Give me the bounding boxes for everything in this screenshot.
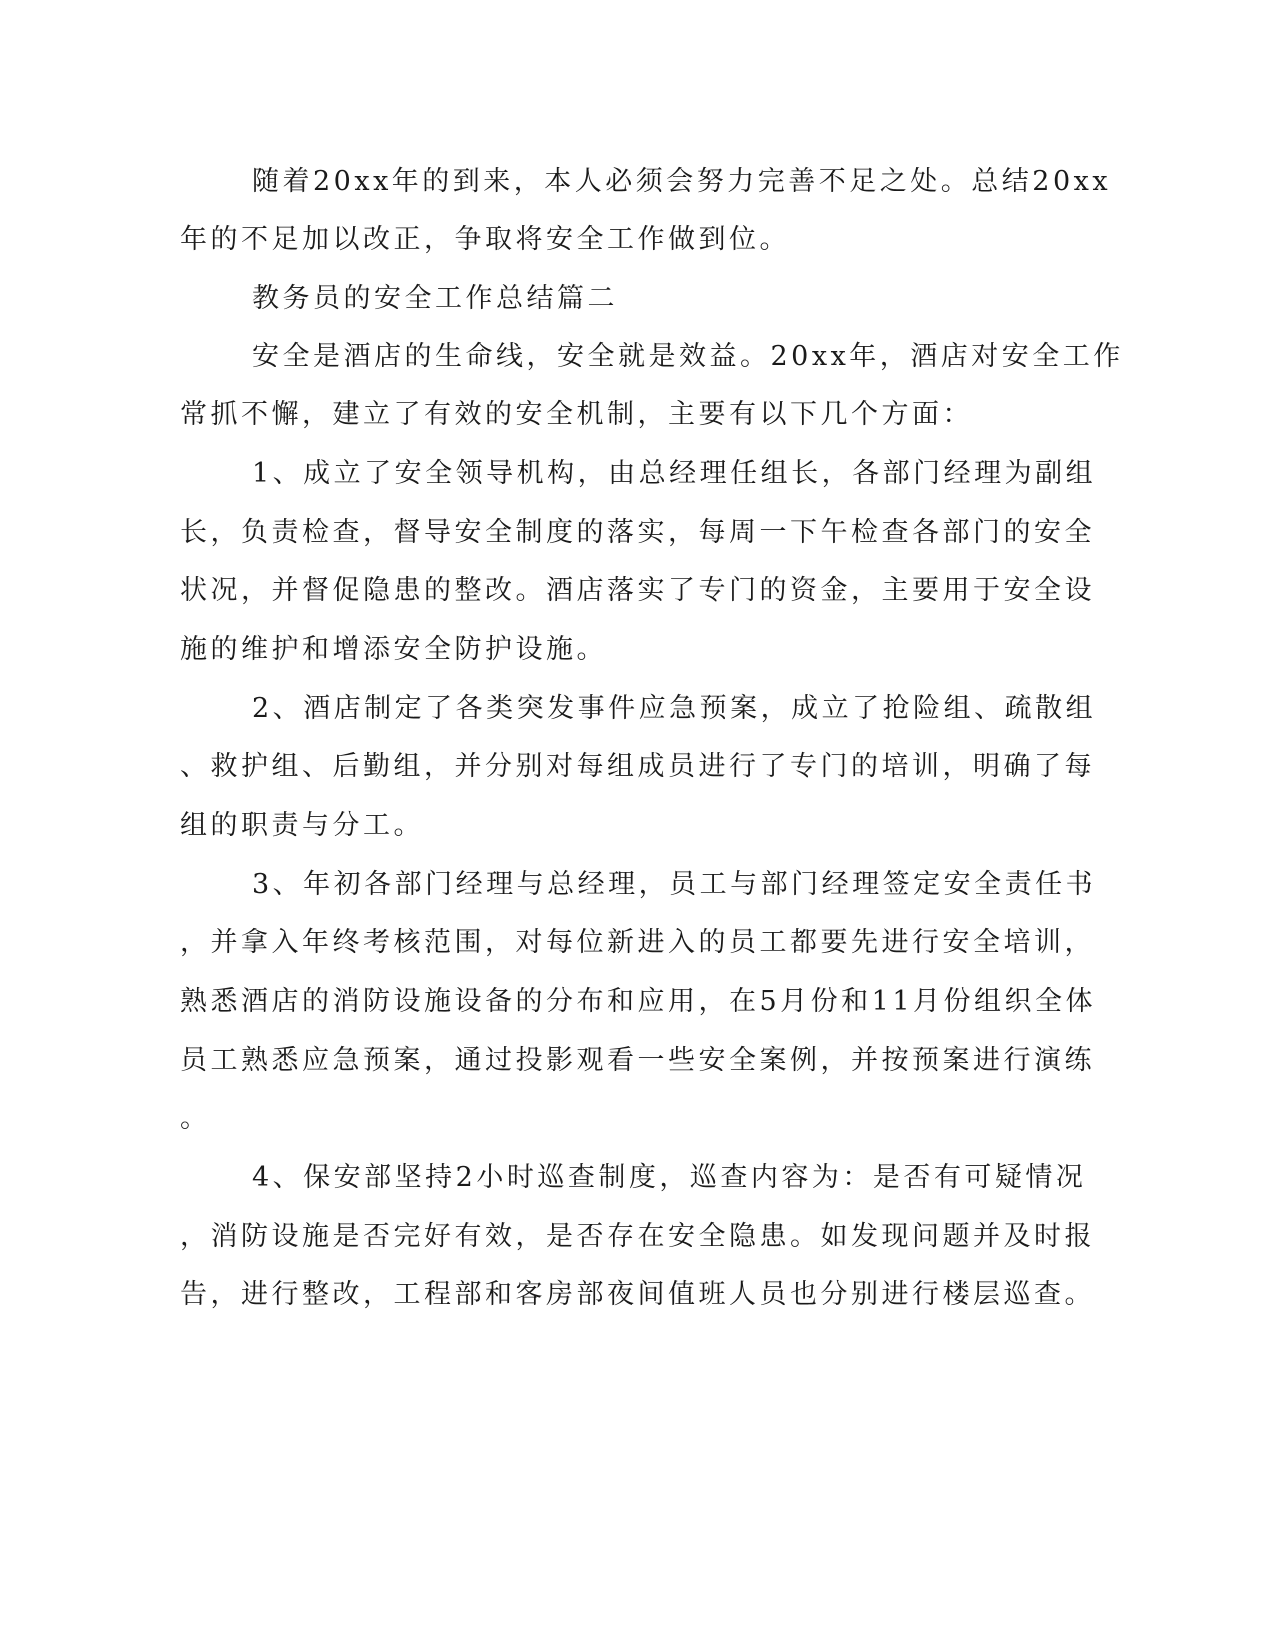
text-line: 2、酒店制定了各类突发事件应急预案，成立了抢险组、疏散组 xyxy=(252,693,1097,724)
text-line: 3、年初各部门经理与总经理，员工与部门经理签定安全责任书 xyxy=(252,869,1097,900)
text-line: 1、成立了安全领导机构，由总经理任组长，各部门经理为副组 xyxy=(252,458,1097,489)
section-heading: 教务员的安全工作总结篇二 xyxy=(252,283,618,314)
text-line: 告，进行整改，工程部和客房部夜间值班人员也分别进行楼层巡查。 xyxy=(180,1279,1095,1310)
text-line: 随着20xx年的到来，本人必须会努力完善不足之处。总结20xx xyxy=(252,166,1112,197)
text-line: 状况，并督促隐患的整改。酒店落实了专门的资金，主要用于安全设 xyxy=(180,575,1095,606)
text-line: 常抓不懈，建立了有效的安全机制，主要有以下几个方面： xyxy=(180,399,973,430)
text-line: 安全是酒店的生命线，安全就是效益。20xx年，酒店对安全工作 xyxy=(252,341,1124,372)
text-line: 。 xyxy=(180,1103,211,1134)
text-line: 组的职责与分工。 xyxy=(180,810,424,841)
text-line: 员工熟悉应急预案，通过投影观看一些安全案例，并按预案进行演练 xyxy=(180,1045,1095,1076)
text-line: ，消防设施是否完好有效，是否存在安全隐患。如发现问题并及时报 xyxy=(180,1221,1095,1252)
text-line: 4、保安部坚持2小时巡查制度，巡查内容为：是否有可疑情况 xyxy=(252,1162,1087,1193)
text-line: 、救护组、后勤组，并分别对每组成员进行了专门的培训，明确了每 xyxy=(180,751,1095,782)
text-line: ，并拿入年终考核范围，对每位新进入的员工都要先进行安全培训， xyxy=(180,927,1095,958)
text-line: 施的维护和增添安全防护设施。 xyxy=(180,634,607,665)
text-line: 年的不足加以改正，争取将安全工作做到位。 xyxy=(180,224,790,255)
text-line: 长，负责检查，督导安全制度的落实，每周一下午检查各部门的安全 xyxy=(180,517,1095,548)
text-line: 熟悉酒店的消防设施设备的分布和应用，在5月份和11月份组织全体 xyxy=(180,986,1097,1017)
